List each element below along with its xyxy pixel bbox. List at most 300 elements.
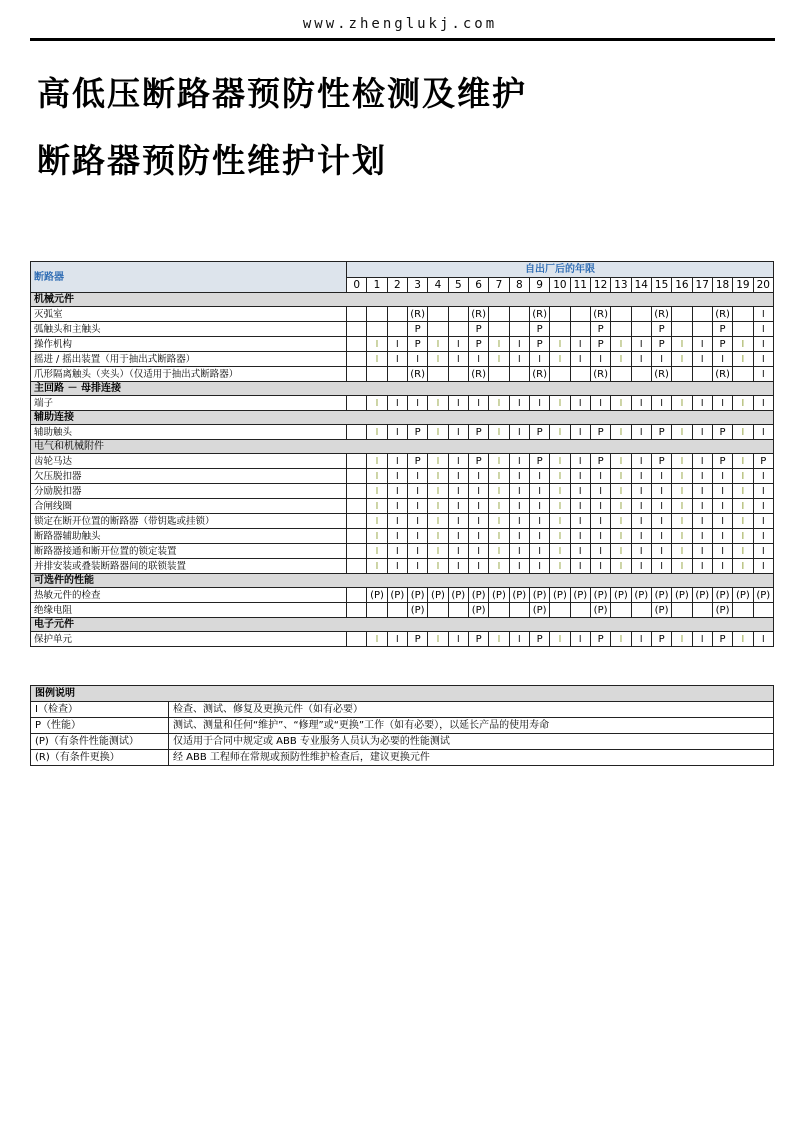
component-name: 锁定在断开位置的断路器（带钥匙或挂锁）: [31, 514, 347, 529]
schedule-cell: I: [672, 499, 692, 514]
schedule-cell: (P): [489, 588, 509, 603]
schedule-cell: (P): [590, 603, 610, 618]
year-12: 12: [590, 278, 610, 293]
schedule-cell: [347, 484, 367, 499]
schedule-cell: I: [448, 352, 468, 367]
schedule-cell: I: [611, 352, 631, 367]
schedule-cell: I: [733, 469, 753, 484]
schedule-cell: [448, 603, 468, 618]
year-20: 20: [753, 278, 773, 293]
schedule-cell: I: [367, 352, 387, 367]
schedule-cell: (R): [407, 307, 427, 322]
schedule-cell: I: [733, 396, 753, 411]
schedule-cell: [733, 367, 753, 382]
schedule-cell: I: [733, 337, 753, 352]
schedule-cell: I: [550, 544, 570, 559]
legend-description: 检查、测试、修复及更换元件（如有必要）: [169, 702, 774, 718]
table-row: [31, 499, 774, 514]
schedule-cell: [347, 544, 367, 559]
schedule-cell: I: [733, 632, 753, 647]
schedule-cell: [631, 307, 651, 322]
schedule-cell: I: [651, 499, 671, 514]
schedule-cell: [489, 307, 509, 322]
schedule-cell: I: [692, 454, 712, 469]
schedule-cell: (P): [733, 588, 753, 603]
table-row: [31, 603, 774, 618]
schedule-cell: I: [367, 484, 387, 499]
schedule-cell: I: [753, 499, 773, 514]
schedule-cell: I: [367, 425, 387, 440]
schedule-cell: [489, 367, 509, 382]
schedule-cell: [672, 307, 692, 322]
schedule-cell: I: [387, 514, 407, 529]
component-name: 操作机构: [31, 337, 347, 352]
schedule-cell: I: [672, 425, 692, 440]
year-0: 0: [347, 278, 367, 293]
schedule-cell: I: [407, 559, 427, 574]
schedule-cell: [692, 307, 712, 322]
schedule-cell: I: [712, 559, 732, 574]
schedule-cell: I: [753, 322, 773, 337]
schedule-cell: I: [611, 337, 631, 352]
schedule-cell: [347, 425, 367, 440]
schedule-cell: (P): [712, 603, 732, 618]
table-row: [31, 425, 774, 440]
section-title: 电子元件: [31, 618, 774, 632]
schedule-cell: I: [570, 396, 590, 411]
schedule-cell: I: [387, 425, 407, 440]
schedule-cell: P: [529, 322, 549, 337]
schedule-cell: I: [651, 469, 671, 484]
schedule-cell: I: [489, 396, 509, 411]
section-title: 辅助连接: [31, 411, 774, 425]
schedule-cell: I: [631, 544, 651, 559]
schedule-cell: I: [611, 484, 631, 499]
schedule-cell: I: [733, 499, 753, 514]
schedule-cell: I: [509, 559, 529, 574]
schedule-cell: I: [428, 484, 448, 499]
schedule-cell: I: [428, 352, 448, 367]
schedule-cell: [611, 307, 631, 322]
schedule-cell: I: [489, 469, 509, 484]
legend-row: [31, 734, 774, 750]
schedule-cell: I: [509, 425, 529, 440]
schedule-cell: I: [387, 632, 407, 647]
component-name: 齿轮马达: [31, 454, 347, 469]
schedule-cell: (P): [529, 588, 549, 603]
schedule-cell: [448, 307, 468, 322]
component-name: 并排安装或叠装断路器间的联锁装置: [31, 559, 347, 574]
table-row: [31, 396, 774, 411]
schedule-cell: I: [611, 632, 631, 647]
schedule-cell: (R): [651, 367, 671, 382]
legend-row: [31, 718, 774, 734]
schedule-cell: (P): [631, 588, 651, 603]
legend-description: 测试、测量和任何“维护”、“修理”或“更换”工作（如有必要），以延长产品的使用寿命: [169, 718, 774, 734]
schedule-cell: I: [692, 425, 712, 440]
schedule-cell: [509, 307, 529, 322]
schedule-cell: I: [651, 514, 671, 529]
year-17: 17: [692, 278, 712, 293]
schedule-cell: I: [631, 425, 651, 440]
schedule-cell: I: [387, 529, 407, 544]
schedule-cell: I: [753, 484, 773, 499]
schedule-cell: I: [712, 529, 732, 544]
year-14: 14: [631, 278, 651, 293]
schedule-cell: I: [590, 469, 610, 484]
schedule-cell: [367, 603, 387, 618]
schedule-cell: [570, 322, 590, 337]
schedule-cell: I: [468, 396, 488, 411]
schedule-cell: P: [468, 322, 488, 337]
schedule-cell: I: [672, 337, 692, 352]
schedule-cell: [733, 322, 753, 337]
schedule-cell: I: [529, 529, 549, 544]
legend-table: [30, 685, 774, 766]
schedule-cell: I: [692, 514, 712, 529]
legend-description: 仅适用于合同中规定或 ABB 专业服务人员认为必要的性能测试: [169, 734, 774, 750]
schedule-cell: [387, 322, 407, 337]
schedule-cell: (R): [468, 307, 488, 322]
schedule-cell: [428, 603, 448, 618]
schedule-cell: I: [468, 514, 488, 529]
year-1: 1: [367, 278, 387, 293]
schedule-cell: I: [733, 484, 753, 499]
component-name: 弧触头和主触头: [31, 322, 347, 337]
schedule-cell: [692, 322, 712, 337]
schedule-cell: I: [448, 337, 468, 352]
schedule-cell: P: [407, 337, 427, 352]
schedule-cell: (R): [590, 367, 610, 382]
schedule-cell: (P): [407, 603, 427, 618]
table-row: [31, 632, 774, 647]
year-9: 9: [529, 278, 549, 293]
schedule-cell: I: [590, 484, 610, 499]
year-8: 8: [509, 278, 529, 293]
schedule-cell: I: [631, 559, 651, 574]
schedule-cell: I: [651, 544, 671, 559]
schedule-cell: I: [651, 396, 671, 411]
schedule-cell: I: [672, 514, 692, 529]
legend-description: 经 ABB 工程师在常规或预防性维护检查后，建议更换元件: [169, 750, 774, 766]
schedule-cell: I: [448, 469, 468, 484]
schedule-cell: (R): [529, 367, 549, 382]
schedule-cell: (P): [570, 588, 590, 603]
schedule-cell: I: [590, 559, 610, 574]
schedule-cell: I: [712, 484, 732, 499]
schedule-cell: I: [428, 396, 448, 411]
table-row: [31, 559, 774, 574]
table-row: [31, 322, 774, 337]
schedule-cell: I: [692, 396, 712, 411]
year-4: 4: [428, 278, 448, 293]
schedule-cell: I: [590, 544, 610, 559]
schedule-cell: I: [448, 632, 468, 647]
schedule-cell: I: [428, 529, 448, 544]
schedule-cell: [611, 367, 631, 382]
schedule-cell: I: [570, 632, 590, 647]
schedule-cell: I: [468, 484, 488, 499]
section-title: 机械元件: [31, 293, 774, 307]
schedule-cell: I: [570, 544, 590, 559]
schedule-cell: I: [550, 514, 570, 529]
schedule-cell: I: [590, 396, 610, 411]
schedule-cell: I: [489, 454, 509, 469]
schedule-cell: I: [672, 352, 692, 367]
schedule-cell: I: [550, 396, 570, 411]
schedule-cell: I: [428, 499, 448, 514]
schedule-cell: I: [712, 514, 732, 529]
schedule-cell: I: [529, 469, 549, 484]
schedule-cell: I: [753, 396, 773, 411]
schedule-cell: I: [550, 484, 570, 499]
year-header: 自出厂后的年限: [347, 262, 774, 278]
schedule-cell: [672, 603, 692, 618]
schedule-cell: I: [387, 499, 407, 514]
schedule-cell: I: [631, 529, 651, 544]
schedule-cell: [387, 367, 407, 382]
schedule-cell: I: [428, 632, 448, 647]
schedule-cell: I: [631, 632, 651, 647]
schedule-cell: I: [489, 544, 509, 559]
schedule-cell: I: [611, 425, 631, 440]
schedule-cell: [347, 499, 367, 514]
schedule-cell: P: [529, 337, 549, 352]
schedule-cell: I: [489, 425, 509, 440]
schedule-cell: I: [550, 529, 570, 544]
schedule-cell: [367, 367, 387, 382]
schedule-cell: P: [590, 454, 610, 469]
year-19: 19: [733, 278, 753, 293]
schedule-cell: [692, 603, 712, 618]
schedule-cell: I: [387, 469, 407, 484]
component-name: 热敏元件的检查: [31, 588, 347, 603]
schedule-cell: I: [407, 484, 427, 499]
component-name: 端子: [31, 396, 347, 411]
schedule-cell: I: [428, 425, 448, 440]
schedule-cell: I: [387, 544, 407, 559]
section-title: 电气和机械附件: [31, 440, 774, 454]
schedule-cell: [347, 454, 367, 469]
schedule-cell: I: [590, 352, 610, 367]
site-url: www.zhenglukj.com: [302, 16, 498, 32]
schedule-cell: [550, 367, 570, 382]
component-name: 分励脱扣器: [31, 484, 347, 499]
schedule-cell: I: [692, 499, 712, 514]
schedule-cell: I: [651, 352, 671, 367]
schedule-cell: P: [407, 454, 427, 469]
schedule-cell: I: [509, 529, 529, 544]
schedule-cell: I: [692, 469, 712, 484]
schedule-cell: I: [753, 352, 773, 367]
schedule-cell: [489, 603, 509, 618]
schedule-cell: I: [692, 632, 712, 647]
component-name: 断路器辅助触头: [31, 529, 347, 544]
schedule-cell: I: [489, 632, 509, 647]
schedule-cell: (R): [468, 367, 488, 382]
component-name: 摇进 / 摇出装置（用于抽出式断路器）: [31, 352, 347, 367]
schedule-cell: I: [753, 559, 773, 574]
schedule-cell: I: [712, 469, 732, 484]
table-row: [31, 588, 774, 603]
schedule-cell: [347, 588, 367, 603]
schedule-cell: I: [570, 469, 590, 484]
component-name: 断路器接通和断开位置的锁定装置: [31, 544, 347, 559]
schedule-cell: I: [753, 514, 773, 529]
schedule-cell: I: [529, 514, 549, 529]
schedule-cell: I: [570, 499, 590, 514]
component-name: 绝缘电阻: [31, 603, 347, 618]
schedule-cell: (P): [550, 588, 570, 603]
schedule-cell: I: [367, 529, 387, 544]
table-row: [31, 307, 774, 322]
schedule-cell: I: [428, 544, 448, 559]
schedule-cell: (R): [529, 307, 549, 322]
schedule-cell: [570, 603, 590, 618]
schedule-cell: I: [428, 337, 448, 352]
schedule-cell: I: [428, 454, 448, 469]
schedule-cell: [611, 603, 631, 618]
schedule-cell: P: [529, 454, 549, 469]
component-name: 合闸线圈: [31, 499, 347, 514]
schedule-cell: I: [529, 559, 549, 574]
schedule-cell: [570, 367, 590, 382]
schedule-cell: (P): [672, 588, 692, 603]
schedule-cell: [347, 469, 367, 484]
schedule-cell: I: [753, 544, 773, 559]
year-3: 3: [407, 278, 427, 293]
schedule-cell: [489, 322, 509, 337]
schedule-cell: P: [407, 322, 427, 337]
schedule-cell: I: [712, 544, 732, 559]
schedule-cell: I: [550, 469, 570, 484]
schedule-cell: (P): [712, 588, 732, 603]
schedule-cell: I: [387, 337, 407, 352]
legend-key: (P)（有条件性能测试）: [31, 734, 169, 750]
schedule-cell: [631, 367, 651, 382]
schedule-cell: I: [550, 499, 570, 514]
schedule-cell: I: [570, 484, 590, 499]
legend-row: [31, 750, 774, 766]
schedule-cell: I: [448, 514, 468, 529]
schedule-cell: I: [509, 544, 529, 559]
section-title: 主回路 － 母排连接: [31, 382, 774, 396]
schedule-cell: I: [367, 499, 387, 514]
schedule-cell: I: [570, 425, 590, 440]
schedule-cell: I: [672, 396, 692, 411]
schedule-cell: I: [448, 529, 468, 544]
schedule-cell: I: [753, 367, 773, 382]
schedule-cell: [570, 307, 590, 322]
schedule-cell: I: [590, 529, 610, 544]
schedule-cell: I: [468, 499, 488, 514]
table-row: [31, 469, 774, 484]
component-name: 辅助触头: [31, 425, 347, 440]
schedule-cell: P: [651, 337, 671, 352]
schedule-cell: (P): [509, 588, 529, 603]
table-row: [31, 544, 774, 559]
schedule-cell: [347, 559, 367, 574]
schedule-cell: [672, 322, 692, 337]
schedule-cell: [347, 322, 367, 337]
component-name: 灭弧室: [31, 307, 347, 322]
schedule-cell: (R): [712, 307, 732, 322]
schedule-cell: I: [407, 352, 427, 367]
schedule-cell: I: [611, 529, 631, 544]
schedule-cell: I: [509, 484, 529, 499]
schedule-cell: I: [692, 544, 712, 559]
schedule-cell: I: [387, 484, 407, 499]
schedule-cell: I: [753, 529, 773, 544]
schedule-cell: [611, 322, 631, 337]
schedule-cell: I: [590, 499, 610, 514]
schedule-cell: I: [672, 484, 692, 499]
schedule-cell: I: [733, 544, 753, 559]
corner-label: 断路器: [31, 262, 347, 293]
schedule-cell: I: [651, 559, 671, 574]
page-title: 高低压断路器预防性检测及维护: [37, 74, 527, 113]
schedule-cell: I: [692, 559, 712, 574]
schedule-cell: [509, 322, 529, 337]
year-16: 16: [672, 278, 692, 293]
schedule-cell: I: [712, 499, 732, 514]
schedule-cell: I: [550, 337, 570, 352]
schedule-cell: I: [611, 396, 631, 411]
schedule-cell: I: [631, 396, 651, 411]
schedule-cell: I: [489, 352, 509, 367]
section-title: 可选件的性能: [31, 574, 774, 588]
schedule-cell: I: [570, 514, 590, 529]
table-row: [31, 484, 774, 499]
schedule-cell: I: [631, 337, 651, 352]
schedule-cell: (R): [590, 307, 610, 322]
year-13: 13: [611, 278, 631, 293]
schedule-cell: P: [712, 454, 732, 469]
legend-title: 图例说明: [31, 686, 774, 702]
schedule-cell: I: [611, 559, 631, 574]
schedule-cell: [692, 367, 712, 382]
schedule-cell: I: [733, 352, 753, 367]
schedule-cell: I: [631, 484, 651, 499]
schedule-cell: [550, 322, 570, 337]
year-2: 2: [387, 278, 407, 293]
schedule-cell: I: [733, 425, 753, 440]
schedule-cell: I: [570, 454, 590, 469]
schedule-cell: I: [631, 454, 651, 469]
schedule-cell: [733, 307, 753, 322]
schedule-cell: I: [489, 514, 509, 529]
schedule-cell: I: [529, 484, 549, 499]
schedule-cell: I: [489, 559, 509, 574]
schedule-cell: (R): [712, 367, 732, 382]
schedule-cell: P: [590, 425, 610, 440]
schedule-cell: I: [753, 425, 773, 440]
schedule-cell: [631, 322, 651, 337]
schedule-cell: I: [672, 469, 692, 484]
schedule-cell: I: [367, 337, 387, 352]
schedule-cell: P: [590, 632, 610, 647]
schedule-cell: P: [651, 425, 671, 440]
schedule-cell: I: [611, 514, 631, 529]
schedule-cell: P: [590, 337, 610, 352]
schedule-cell: I: [672, 632, 692, 647]
schedule-cell: I: [407, 499, 427, 514]
schedule-cell: (P): [651, 588, 671, 603]
maintenance-schedule-table: [30, 261, 774, 647]
schedule-cell: I: [468, 352, 488, 367]
legend-key: I（检查）: [31, 702, 169, 718]
schedule-cell: I: [367, 632, 387, 647]
